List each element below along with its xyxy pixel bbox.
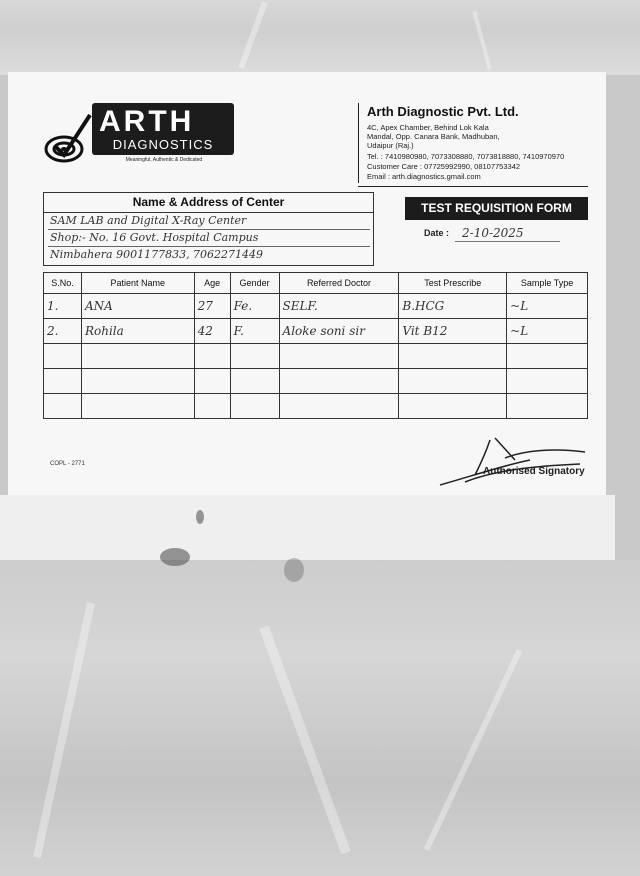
- serial-number: 1.: [47, 299, 59, 313]
- date-label: Date :: [424, 228, 450, 238]
- column-header: Age: [194, 273, 230, 294]
- table-cell: [44, 319, 82, 344]
- patient-name: Rohila: [84, 324, 124, 338]
- sample-type: ~L: [510, 324, 529, 338]
- column-header: Sample Type: [507, 273, 588, 294]
- table-cell: [230, 394, 279, 419]
- table-cell: [230, 319, 279, 344]
- header-divider: [358, 103, 359, 183]
- table-cell: [507, 369, 588, 394]
- table-row: [44, 294, 588, 319]
- date-rule: [455, 241, 560, 242]
- table-cell: [44, 394, 82, 419]
- table-cell: [44, 344, 82, 369]
- table-row: [44, 319, 588, 344]
- signature-image: [435, 430, 595, 490]
- table-cell: [81, 369, 194, 394]
- table-cell: [399, 294, 507, 319]
- form-code: COPL - 2771: [50, 461, 85, 467]
- header-rule: [358, 186, 588, 187]
- table-cell: [507, 394, 588, 419]
- table-cell: [81, 344, 194, 369]
- patient-gender: Fe.: [233, 299, 253, 313]
- table-cell: [399, 369, 507, 394]
- form-paper-lower: [0, 495, 615, 570]
- phone-line: Tel. : 7410980980, 7073308880, 7073818880, 7410970970: [367, 152, 565, 161]
- table-cell: [81, 294, 194, 319]
- table-row: [44, 344, 588, 369]
- table-cell: [399, 344, 507, 369]
- date-value: 2-10-2025: [462, 226, 524, 240]
- signatory-label: Authorised Signatory: [483, 466, 585, 477]
- center-address: Shop:- No. 16 Govt. Hospital Campus: [50, 231, 259, 244]
- table-cell: [81, 319, 194, 344]
- table-cell: [230, 344, 279, 369]
- table-cell: [230, 294, 279, 319]
- referred-doctor: SELF.: [282, 299, 318, 313]
- logo-subtitle: DIAGNOSTICS: [112, 137, 214, 152]
- ink-smudge: [284, 558, 304, 582]
- patient-name: ANA: [84, 299, 113, 313]
- table-cell: [507, 294, 588, 319]
- center-heading: Name & Address of Center: [44, 193, 373, 213]
- test-prescribed: B.HCG: [402, 299, 445, 313]
- email-line: Email : arth.diagnostics.gmail.com: [367, 172, 481, 181]
- address-line: 4C, Apex Chamber, Behind Lok Kala: [367, 123, 489, 132]
- table-cell: [44, 369, 82, 394]
- patient-age: 42: [197, 324, 213, 338]
- center-address-box: [43, 192, 374, 266]
- center-line: [48, 230, 370, 247]
- center-phone: Nimbahera 9001177833, 7062271449: [50, 248, 264, 261]
- ink-smudge: [196, 510, 204, 524]
- test-prescribed: Vit B12: [402, 324, 448, 338]
- center-line: [48, 213, 370, 230]
- table-cell: [399, 319, 507, 344]
- table-cell: [194, 319, 230, 344]
- sample-type: ~L: [510, 299, 529, 313]
- center-line: [48, 247, 370, 263]
- table-cell: [230, 369, 279, 394]
- center-name: SAM LAB and Digital X-Ray Center: [50, 214, 247, 227]
- table-cell: [194, 344, 230, 369]
- patient-table: [43, 272, 588, 419]
- table-cell: [81, 394, 194, 419]
- scan-background-bottom: [0, 560, 640, 876]
- column-header: Referred Doctor: [279, 273, 399, 294]
- table-row: [44, 394, 588, 419]
- column-header: Patient Name: [81, 273, 194, 294]
- column-header: S.No.: [44, 273, 82, 294]
- company-name: Arth Diagnostic Pvt. Ltd.: [367, 104, 519, 119]
- logo-tagline: Meaningful, Authentic & Dedicated: [125, 157, 203, 163]
- table-cell: [399, 394, 507, 419]
- scan-background-top: [0, 0, 640, 75]
- table-cell: [507, 319, 588, 344]
- address-line: Udaipur (Raj.): [367, 141, 414, 150]
- table-cell: [279, 394, 399, 419]
- column-header: Gender: [230, 273, 279, 294]
- patient-age: 27: [197, 299, 213, 313]
- logo-title: ARTH: [99, 105, 195, 138]
- customer-care-line: Customer Care : 07725992990, 08107753342: [367, 162, 521, 171]
- table-cell: [279, 369, 399, 394]
- form-title: TEST REQUISITION FORM: [405, 197, 588, 220]
- referred-doctor: Aloke soni sir: [282, 324, 365, 338]
- table-cell: [194, 294, 230, 319]
- serial-number: 2.: [47, 324, 59, 338]
- table-cell: [507, 344, 588, 369]
- column-header: Test Prescribe: [399, 273, 507, 294]
- table-header-row: [44, 273, 588, 294]
- table-cell: [194, 369, 230, 394]
- table-row: [44, 369, 588, 394]
- patient-gender: F.: [233, 324, 244, 338]
- table-cell: [194, 394, 230, 419]
- target-check-icon: [44, 111, 94, 171]
- table-cell: [279, 294, 399, 319]
- table-cell: [279, 319, 399, 344]
- table-cell: [44, 294, 82, 319]
- address-line: Mandal, Opp. Canara Bank, Madhuban,: [367, 132, 500, 141]
- table-cell: [279, 344, 399, 369]
- ink-smudge: [160, 548, 190, 566]
